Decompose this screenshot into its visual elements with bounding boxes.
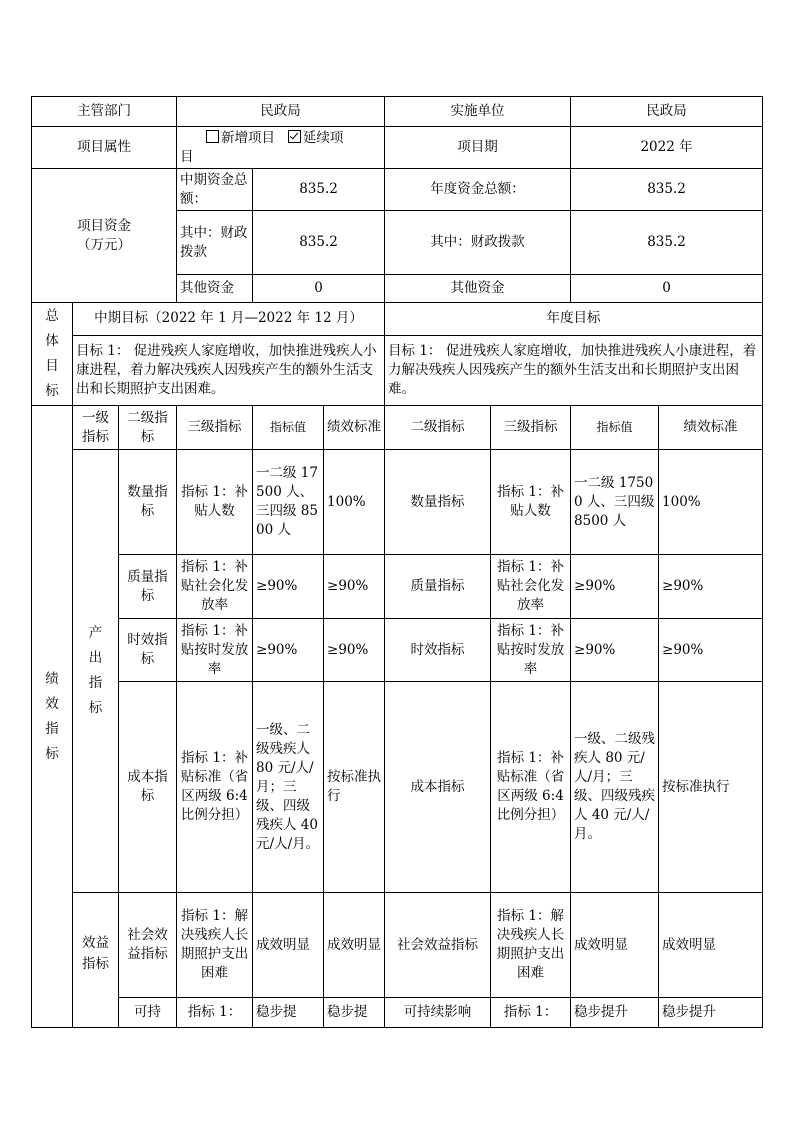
overall-goal-label-text: 总体目标 — [45, 308, 59, 399]
row-year-l3: 指标 1：解决残疾人长期照护支出困难 — [491, 893, 571, 998]
impl-unit-label: 实施单位 — [385, 97, 571, 127]
row-year-standard: 100% — [659, 450, 763, 555]
mid-total-value: 835.2 — [253, 169, 385, 211]
row-standard: ≥90% — [324, 619, 385, 682]
mid-fiscal-value: 835.2 — [253, 211, 385, 275]
row-l3: 指标 1：解决残疾人长期照护支出困难 — [177, 893, 253, 998]
row-standard: 按标准执行 — [324, 682, 385, 893]
row-standard: ≥90% — [324, 555, 385, 619]
header-level1: 一级指标 — [73, 406, 119, 450]
row-year-l2: 成本指标 — [385, 682, 491, 893]
mid-goal-text: 目标 1： 促进残疾人家庭增收，加快推进残疾人小康进程，着力解决残疾人因残疾产生的额外生活支出和长期照护支出困难。 — [73, 335, 385, 405]
row-l2: 质量指标 — [119, 555, 177, 619]
perf-indicators-label-text: 绩效指标 — [45, 670, 59, 762]
row-year-value: ≥90% — [571, 619, 659, 682]
continued-project-checkbox[interactable] — [288, 130, 301, 143]
year-total-label: 年度资金总额： — [385, 169, 571, 211]
impl-unit-value: 民政局 — [571, 97, 763, 127]
row-standard: 成效明显 — [324, 893, 385, 998]
row-value: 稳步提 — [253, 998, 324, 1028]
performance-target-table — [31, 96, 763, 1028]
year-other-label: 其他资金 — [385, 275, 571, 303]
overall-goal-label — [32, 303, 73, 406]
new-project-checkbox[interactable] — [206, 130, 219, 143]
output-indicators-label — [73, 450, 119, 893]
row-l3: 指标 1：补贴按时发放率 — [177, 619, 253, 682]
row-standard: 100% — [324, 450, 385, 555]
row-year-standard: 成效明显 — [659, 893, 763, 998]
mid-other-label: 其他资金 — [177, 275, 253, 303]
funds-label — [32, 169, 177, 303]
row-year-l3: 指标 1：补贴社会化发放率 — [491, 555, 571, 619]
dept-value: 民政局 — [177, 97, 385, 127]
output-indicators-label-text: 产出指标 — [88, 625, 103, 716]
header-level2: 二级指标 — [119, 406, 177, 450]
row-year-l2: 数量指标 — [385, 450, 491, 555]
row-value: 一级、二级残疾人 80 元/人/月；三级、四级残疾人 40 元/人/月。 — [253, 682, 324, 893]
dept-label: 主管部门 — [32, 97, 177, 127]
row-year-value: 成效明显 — [571, 893, 659, 998]
project-attr-label: 项目属性 — [32, 127, 177, 169]
new-project-label: 新增项目 — [221, 129, 276, 146]
year-other-value: 0 — [571, 275, 763, 303]
perf-indicators-label — [32, 406, 73, 1028]
project-period-value: 2022 年 — [571, 127, 763, 169]
row-l3: 指标 1：补贴人数 — [177, 450, 253, 555]
row-l2: 数量指标 — [119, 450, 177, 555]
row-value: ≥90% — [253, 619, 324, 682]
row-l2: 时效指标 — [119, 619, 177, 682]
header-year-value: 指标值 — [571, 406, 659, 450]
row-value: 成效明显 — [253, 893, 324, 998]
row-standard: 稳步提 — [324, 998, 385, 1028]
row-year-standard: ≥90% — [659, 555, 763, 619]
year-goal-title: 年度目标 — [385, 303, 763, 336]
row-l3: 指标 1：补贴标准（省区两级 6:4 比例分担） — [177, 682, 253, 893]
row-year-value: 一二级 17500 人、三四级 8500 人 — [571, 450, 659, 555]
row-value: ≥90% — [253, 555, 324, 619]
row-year-l2: 可持续影响 — [385, 998, 491, 1028]
continued-project-label-tail: 目 — [180, 148, 194, 165]
year-fiscal-value: 835.2 — [571, 211, 763, 275]
header-value: 指标值 — [253, 406, 324, 450]
row-year-value: ≥90% — [571, 555, 659, 619]
project-attr-options — [177, 127, 385, 169]
benefit-indicators-label-text: 效益指标 — [82, 935, 109, 972]
year-goal-text: 目标 1： 促进残疾人家庭增收，加快推进残疾人小康进程，着力解决残疾人因残疾产生的额外生活支出和长期照护支出困难。 — [385, 335, 763, 405]
row-year-value: 稳步提升 — [571, 998, 659, 1028]
row-year-value: 一级、二级残疾人 80 元/人/月；三级、四级残疾人 40 元/人/月。 — [571, 682, 659, 893]
continued-project-label: 延续项 — [302, 129, 344, 146]
header-year-standard: 绩效标准 — [659, 406, 763, 450]
row-year-standard: 按标准执行 — [659, 682, 763, 893]
row-year-l2: 社会效益指标 — [385, 893, 491, 998]
row-year-l3: 指标 1：补贴人数 — [491, 450, 571, 555]
header-standard: 绩效标准 — [324, 406, 385, 450]
funds-label-text: 项目资金 （万元） — [77, 217, 131, 253]
project-period-label: 项目期 — [385, 127, 571, 169]
row-year-standard: 稳步提升 — [659, 998, 763, 1028]
row-l2: 社会效益指标 — [119, 893, 177, 998]
row-l3: 指标 1： — [177, 998, 253, 1028]
header-year-level2: 二级指标 — [385, 406, 491, 450]
row-l3: 指标 1：补贴社会化发放率 — [177, 555, 253, 619]
row-year-l3: 指标 1： — [491, 998, 571, 1028]
row-l2: 成本指标 — [119, 682, 177, 893]
row-year-l2: 质量指标 — [385, 555, 491, 619]
row-year-l3: 指标 1：补贴按时发放率 — [491, 619, 571, 682]
row-l2: 可持 — [119, 998, 177, 1028]
header-year-level3: 三级指标 — [491, 406, 571, 450]
row-value: 一二级 17500 人、三四级 8500 人 — [253, 450, 324, 555]
benefit-indicators-label — [73, 893, 119, 1028]
row-year-standard: ≥90% — [659, 619, 763, 682]
header-level3: 三级指标 — [177, 406, 253, 450]
year-total-value: 835.2 — [571, 169, 763, 211]
row-year-l3: 指标 1：补贴标准（省区两级 6:4 比例分担） — [491, 682, 571, 893]
row-year-l2: 时效指标 — [385, 619, 491, 682]
mid-goal-title: 中期目标（2022 年 1 月—2022 年 12 月） — [73, 303, 385, 336]
mid-fiscal-label: 其中：财政拨款 — [177, 211, 253, 275]
mid-total-label: 中期资金总额： — [177, 169, 253, 211]
year-fiscal-label: 其中：财政拨款 — [385, 211, 571, 275]
mid-other-value: 0 — [253, 275, 385, 303]
